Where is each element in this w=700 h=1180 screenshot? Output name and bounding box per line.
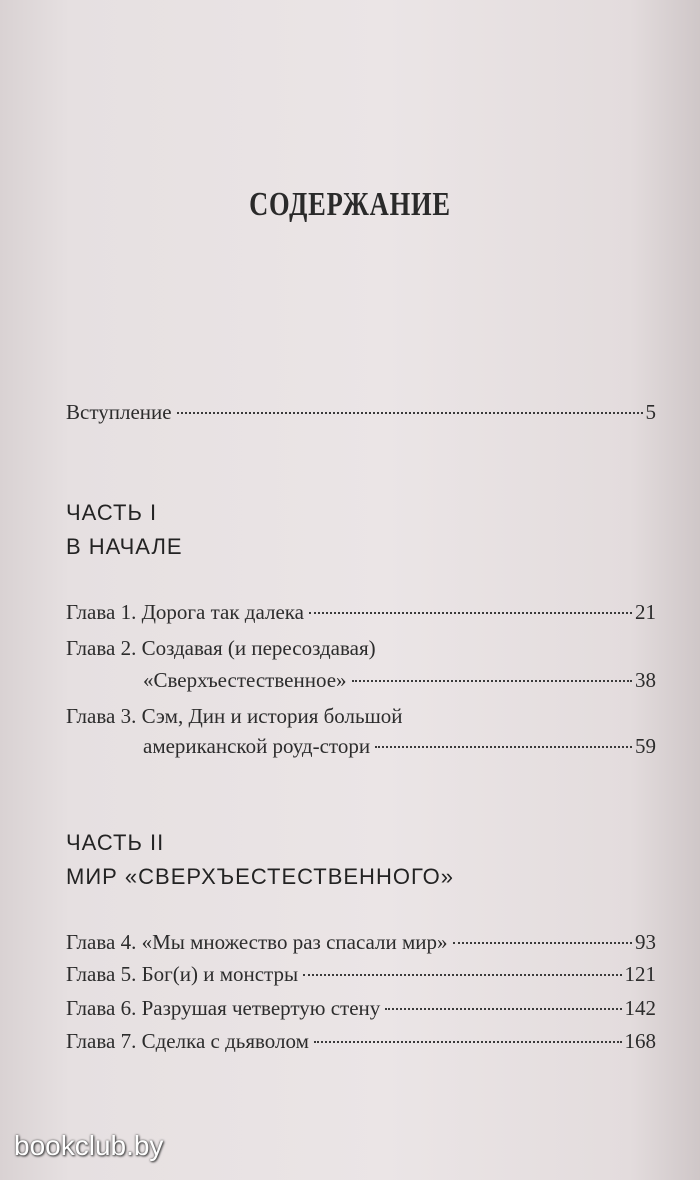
toc-entry-label: Глава 2. Создавая (и пересоздавая) [66,636,376,660]
toc-entry-label: Глава 7. Сделка с дьяволом [66,1029,309,1053]
toc-entry-page: 5 [645,400,656,424]
toc-entry-page: 168 [624,1029,656,1053]
toc-entry-page: 142 [624,996,656,1020]
toc-entry-chapter-2 [66,636,656,661]
part-title: МИР «СВЕРХЪЕСТЕСТВЕННОГО» [66,864,454,889]
toc-entry-chapter-4 [66,930,656,955]
leader-dots [352,680,632,682]
site-watermark: bookclub.by [14,1130,164,1161]
toc-entry-chapter-5 [66,962,656,987]
toc-entry-chapter-2-cont [143,668,656,693]
leader-dots [314,1041,622,1043]
leader-dots [453,942,632,944]
toc-entry-page: 59 [635,734,656,758]
toc-entry-chapter-7 [66,1029,656,1054]
toc-entry-label: Глава 5. Бог(и) и монстры [66,962,299,986]
toc-entry-label-cont: американской роуд-стори [143,734,371,758]
toc-entry-page: 121 [624,962,656,986]
toc-entry-intro [66,400,656,425]
part-heading-2 [66,826,454,894]
leader-dots [385,1008,621,1010]
toc-entry-label: Глава 4. «Мы множество раз спасали мир» [66,930,448,954]
part-number: ЧАСТЬ I [66,500,158,525]
part-title: В НАЧАЛЕ [66,534,183,559]
toc-entry-page: 38 [635,668,656,692]
toc-entry-chapter-3-cont [143,734,656,759]
leader-dots [309,612,632,614]
toc-entry-label: Глава 1. Дорога так далека [66,600,304,624]
toc-entry-label: Глава 3. Сэм, Дин и история большой [66,704,403,728]
toc-entry-label: Вступление [66,400,172,424]
toc-entry-chapter-6 [66,996,656,1021]
toc-entry-page: 93 [635,930,656,954]
toc-entry-chapter-1 [66,600,656,625]
leader-dots [177,412,643,414]
toc-entry-chapter-3 [66,704,656,729]
page-title: СОДЕРЖАНИЕ [249,186,451,223]
part-number: ЧАСТЬ II [66,830,165,855]
part-heading-1 [66,496,183,564]
toc-entry-label: Глава 6. Разрушая четвертую стену [66,996,381,1020]
toc-entry-page: 21 [635,600,656,624]
toc-entry-label-cont: «Сверхъестественное» [143,668,347,692]
leader-dots [303,974,621,976]
leader-dots [375,746,632,748]
